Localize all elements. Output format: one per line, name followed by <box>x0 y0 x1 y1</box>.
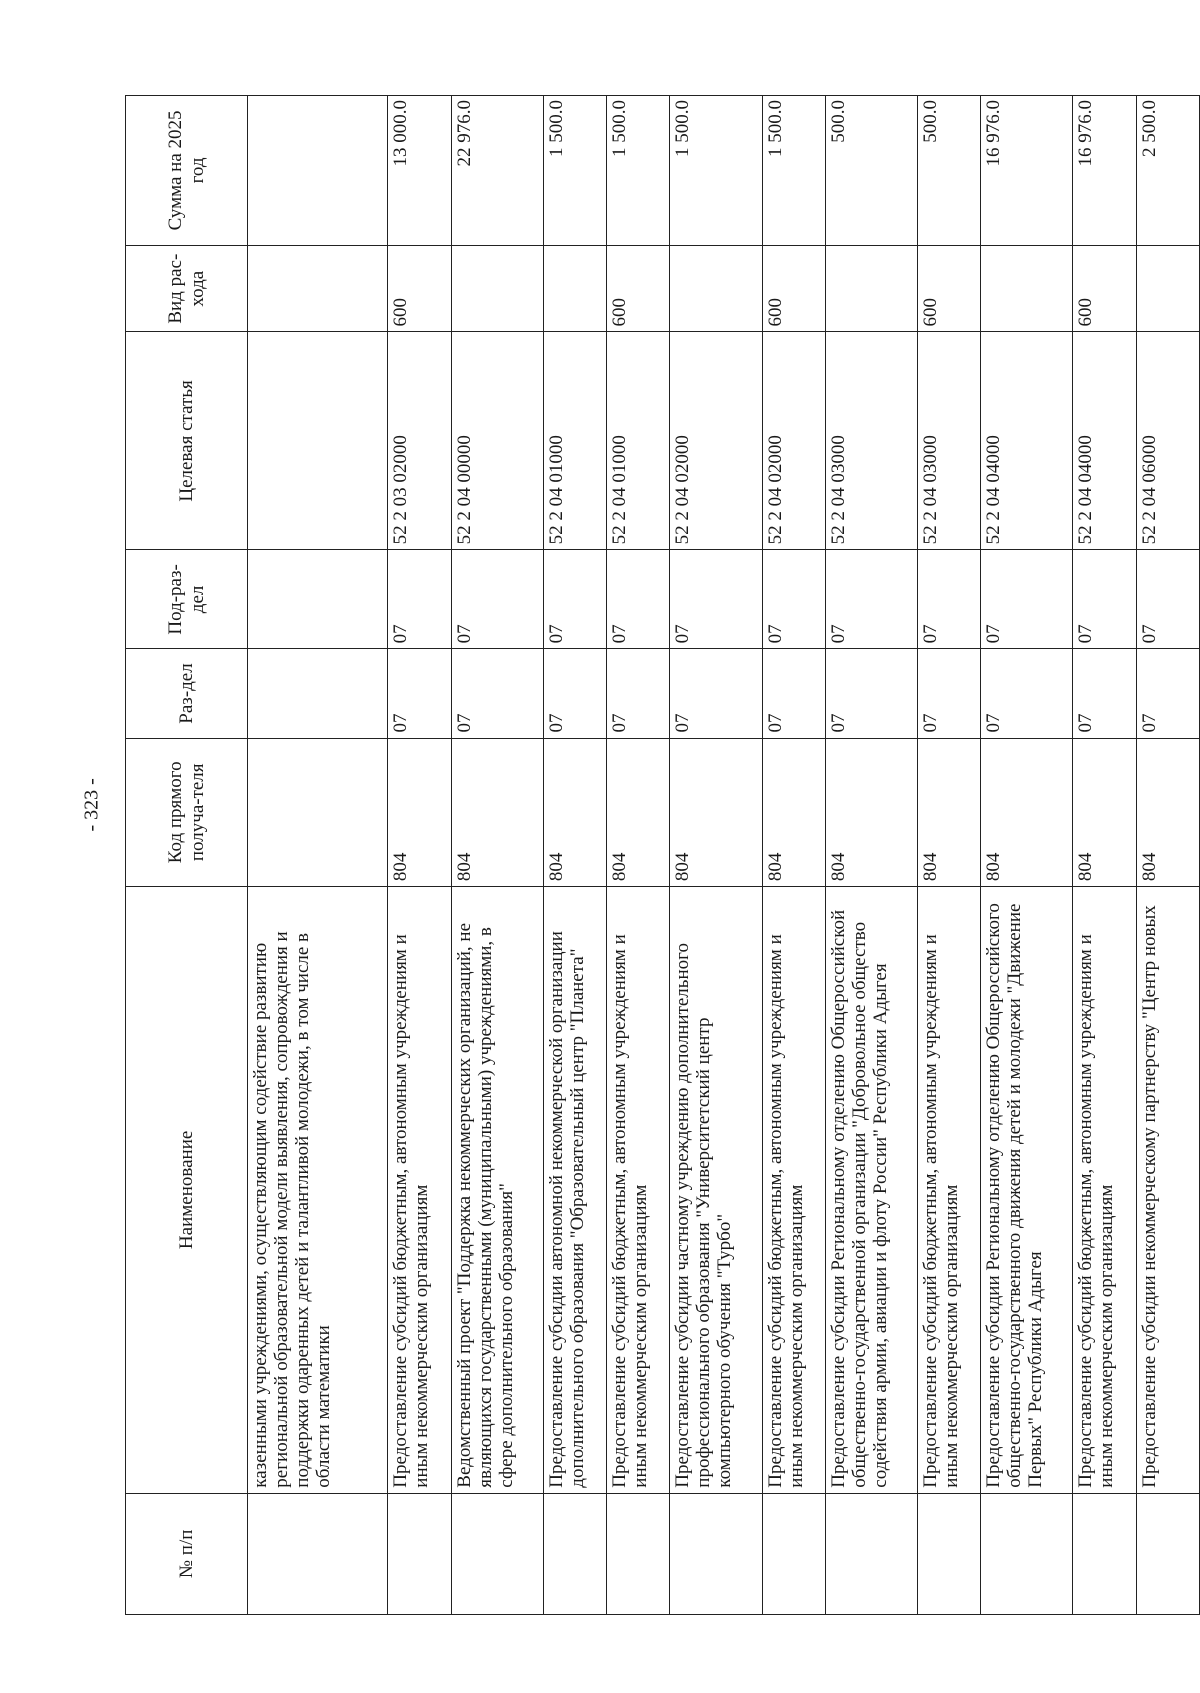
cell-section: 07 <box>917 649 980 738</box>
cell-article: 52 2 03 02000 <box>388 332 451 550</box>
cell-section: 07 <box>1073 649 1136 738</box>
cell-expense: 600 <box>1073 245 1136 332</box>
table-row <box>607 96 670 1615</box>
header-section: Раз-дел <box>126 649 248 738</box>
header-article: Целевая статья <box>126 332 248 550</box>
cell-num <box>248 1493 388 1614</box>
cell-section <box>248 649 388 738</box>
cell-recipient: 804 <box>543 738 606 887</box>
cell-recipient: 804 <box>1136 738 1199 887</box>
cell-sum: 500.0 <box>825 96 917 246</box>
cell-expense: 600 <box>388 245 451 332</box>
cell-recipient: 804 <box>825 738 917 887</box>
cell-section: 07 <box>762 649 825 738</box>
cell-name: Предоставление субсидии Региональному отделению Общероссийской общественно-государственной организации "Добровольное общество содействия армии, авиации и флоту России" Республики Адыгея <box>825 887 917 1494</box>
cell-article: 52 2 04 01000 <box>607 332 670 550</box>
cell-num <box>917 1493 980 1614</box>
cell-recipient: 804 <box>762 738 825 887</box>
cell-sum: 1 500.0 <box>762 96 825 246</box>
cell-num <box>981 1493 1073 1614</box>
cell-sum: 16 976.0 <box>1073 96 1136 246</box>
cell-expense: 600 <box>762 245 825 332</box>
cell-section: 07 <box>1136 649 1199 738</box>
cell-name: казенными учреждениями, осуществляющим содействие развитию региональной образовательной модели выявления, сопровождения и поддержки одаренных детей и талантливой молодежи, в том числе в области математики <box>248 887 388 1494</box>
table-row <box>1073 96 1136 1615</box>
cell-recipient <box>248 738 388 887</box>
cell-sum: 1 500.0 <box>607 96 670 246</box>
cell-name: Предоставление субсидии автономной некоммерческой организации дополнительного образования "Образовательный центр "Планета" <box>543 887 606 1494</box>
cell-recipient: 804 <box>917 738 980 887</box>
cell-article: 52 2 04 01000 <box>543 332 606 550</box>
table-header-row <box>126 96 248 1615</box>
cell-subsection: 07 <box>670 550 762 649</box>
header-num: № п/п <box>126 1493 248 1614</box>
cell-num <box>762 1493 825 1614</box>
cell-expense <box>825 245 917 332</box>
cell-name: Предоставление субсидий бюджетным, автономным учреждениям и иным некоммерческим организациям <box>762 887 825 1494</box>
cell-section: 07 <box>607 649 670 738</box>
cell-sum: 16 976.0 <box>981 96 1073 246</box>
header-name: Наименование <box>126 887 248 1494</box>
cell-sum <box>248 96 388 246</box>
cell-name: Предоставление субсидий бюджетным, автономным учреждениям и иным некоммерческим организациям <box>1073 887 1136 1494</box>
table-row <box>981 96 1073 1615</box>
page-number: - 323 - <box>80 778 103 832</box>
cell-name: Предоставление субсидий бюджетным, автономным учреждениям и иным некоммерческим организациям <box>917 887 980 1494</box>
cell-subsection: 07 <box>451 550 543 649</box>
cell-section: 07 <box>670 649 762 738</box>
cell-name: Предоставление субсидии частному учреждению дополнительного профессионального образования "Университетский центр компьютерного обучения "Турбо" <box>670 887 762 1494</box>
cell-section: 07 <box>451 649 543 738</box>
table-row <box>451 96 543 1615</box>
cell-section: 07 <box>543 649 606 738</box>
cell-subsection: 07 <box>825 550 917 649</box>
header-subsection: Под-раз-дел <box>126 550 248 649</box>
cell-expense <box>1136 245 1199 332</box>
cell-subsection: 07 <box>917 550 980 649</box>
cell-num <box>543 1493 606 1614</box>
cell-expense: 600 <box>607 245 670 332</box>
cell-article: 52 2 04 03000 <box>825 332 917 550</box>
cell-sum: 1 500.0 <box>543 96 606 246</box>
cell-recipient: 804 <box>388 738 451 887</box>
table-row <box>1136 96 1199 1615</box>
cell-expense <box>543 245 606 332</box>
cell-num <box>1073 1493 1136 1614</box>
cell-recipient: 804 <box>981 738 1073 887</box>
cell-article: 52 2 04 02000 <box>762 332 825 550</box>
cell-name: Предоставление субсидий бюджетным, автономным учреждениям и иным некоммерческим организациям <box>388 887 451 1494</box>
cell-subsection: 07 <box>607 550 670 649</box>
table-row <box>543 96 606 1615</box>
cell-subsection: 07 <box>981 550 1073 649</box>
table-row <box>388 96 451 1615</box>
cell-name: Предоставление субсидий бюджетным, автономным учреждениям и иным некоммерческим организациям <box>607 887 670 1494</box>
cell-sum: 22 976.0 <box>451 96 543 246</box>
cell-expense <box>670 245 762 332</box>
table-row <box>825 96 917 1615</box>
cell-num <box>670 1493 762 1614</box>
cell-name: Предоставление субсидии некоммерческому партнерству "Центр новых <box>1136 887 1199 1494</box>
cell-recipient: 804 <box>607 738 670 887</box>
table-row <box>762 96 825 1615</box>
cell-subsection: 07 <box>388 550 451 649</box>
header-expense: Вид рас-хода <box>126 245 248 332</box>
cell-num <box>1136 1493 1199 1614</box>
cell-article: 52 2 04 00000 <box>451 332 543 550</box>
cell-num <box>388 1493 451 1614</box>
cell-expense <box>981 245 1073 332</box>
cell-article: 52 2 04 03000 <box>917 332 980 550</box>
cell-sum: 2 500.0 <box>1136 96 1199 246</box>
budget-table <box>125 95 1200 1615</box>
budget-table-rotated <box>125 95 1200 1615</box>
cell-article: 52 2 04 02000 <box>670 332 762 550</box>
cell-subsection: 07 <box>543 550 606 649</box>
header-sum: Сумма на 2025 год <box>126 96 248 246</box>
cell-section: 07 <box>825 649 917 738</box>
table-row <box>670 96 762 1615</box>
cell-sum: 13 000.0 <box>388 96 451 246</box>
cell-name: Предоставление субсидии Региональному отделению Общероссийского общественно-государственного движения детей и молодежи "Движение Первых" Республики Адыгея <box>981 887 1073 1494</box>
cell-num <box>607 1493 670 1614</box>
cell-num <box>451 1493 543 1614</box>
cell-subsection: 07 <box>762 550 825 649</box>
cell-recipient: 804 <box>451 738 543 887</box>
table-row <box>917 96 980 1615</box>
cell-expense <box>248 245 388 332</box>
cell-sum: 500.0 <box>917 96 980 246</box>
cell-article: 52 2 04 04000 <box>981 332 1073 550</box>
cell-sum: 1 500.0 <box>670 96 762 246</box>
cell-subsection <box>248 550 388 649</box>
table-row <box>248 96 388 1615</box>
cell-expense: 600 <box>917 245 980 332</box>
cell-article <box>248 332 388 550</box>
cell-subsection: 07 <box>1073 550 1136 649</box>
cell-section: 07 <box>981 649 1073 738</box>
cell-recipient: 804 <box>1073 738 1136 887</box>
cell-num <box>825 1493 917 1614</box>
cell-article: 52 2 04 06000 <box>1136 332 1199 550</box>
cell-expense <box>451 245 543 332</box>
cell-article: 52 2 04 04000 <box>1073 332 1136 550</box>
cell-recipient: 804 <box>670 738 762 887</box>
cell-section: 07 <box>388 649 451 738</box>
cell-subsection: 07 <box>1136 550 1199 649</box>
cell-name: Ведомственный проект "Поддержка некоммерческих организаций, не являющихся государственными (муниципальными) учреждениями, в сфере дополнительного образования" <box>451 887 543 1494</box>
header-recipient: Код прямого получа-теля <box>126 738 248 887</box>
